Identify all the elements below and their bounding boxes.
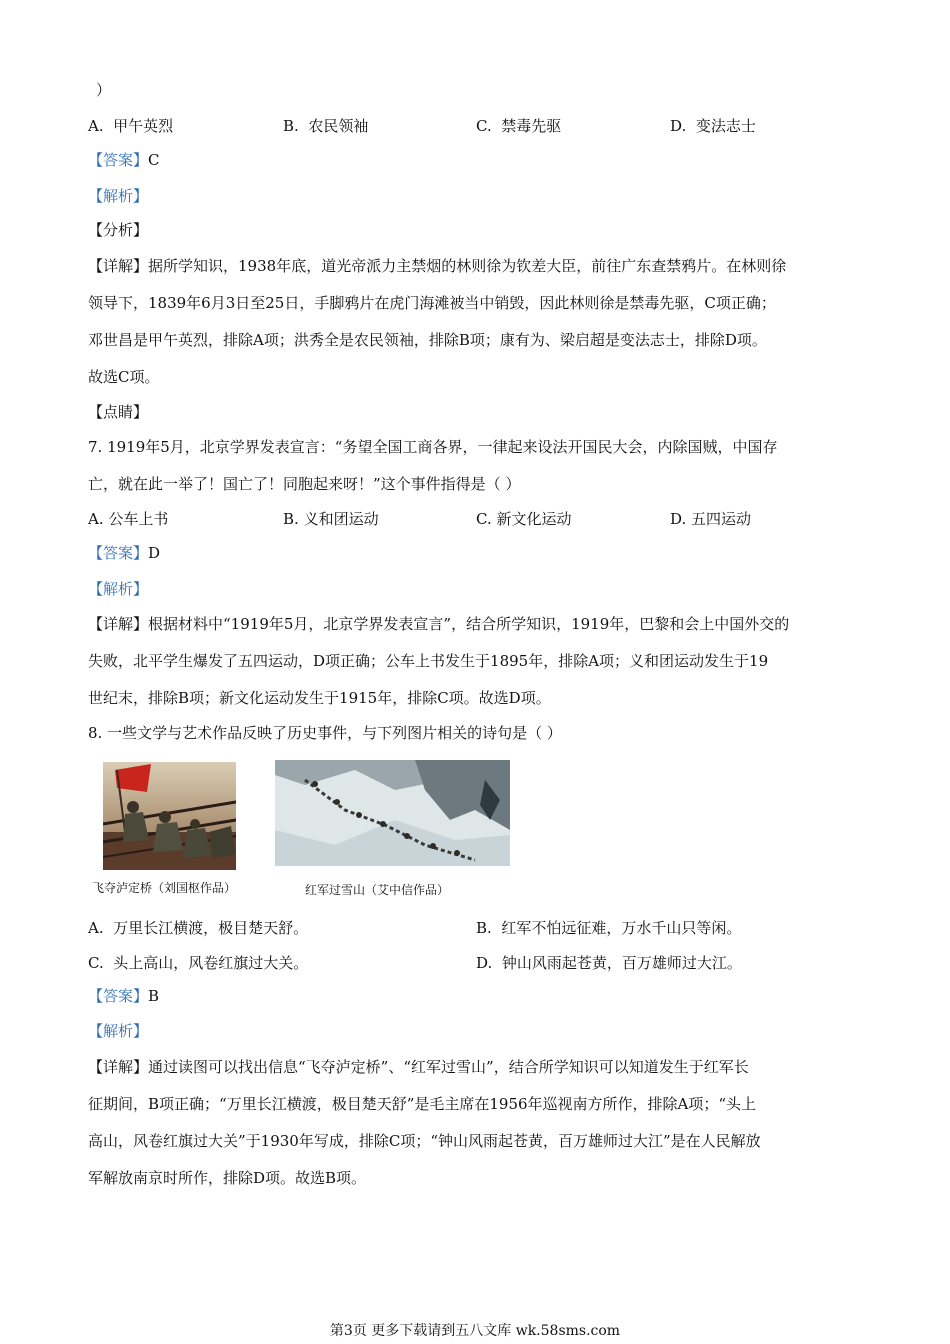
- option-text: 钟山风雨起苍黄，百万雄师过大江。: [501, 954, 742, 972]
- option-letter: B.: [476, 919, 492, 937]
- q6-stem-continuation: ）: [96, 81, 112, 99]
- q6-detail-line-4: 故选C项。: [88, 368, 160, 386]
- option-text: 变法志士: [695, 117, 756, 135]
- q8-detail-line-1: [88, 1057, 749, 1077]
- q7-analysis-tag: 【解析】: [88, 580, 149, 598]
- answer-tag: 【答案】: [88, 544, 149, 562]
- answer-value: D: [148, 544, 161, 562]
- q7-stem-line-1: 7. 1919年5月，北京学界发表宣言：“务望全国工商各界，一律起来设法开国民大会，内除国贼，中国存: [88, 438, 778, 456]
- page-footer: 第3页 更多下载请到五八文库 wk.58sms.com: [329, 1323, 621, 1339]
- option-text: 农民领袖: [308, 117, 369, 135]
- option-letter: D.: [670, 117, 687, 135]
- q8-detail-line-4: 军解放南京时所作，排除D项。故选B项。: [88, 1169, 367, 1187]
- q8-option-b: [476, 918, 741, 938]
- detail-text: 通过读图可以找出信息“飞夺泸定桥”、“红军过雪山”，结合所学知识可以知道发生于红军长: [148, 1058, 749, 1076]
- option-text: 万里长江横渡，极目楚天舒。: [113, 919, 309, 937]
- answer-tag: 【答案】: [88, 151, 149, 169]
- answer-value: C: [148, 151, 160, 169]
- q8-option-c: [88, 953, 308, 973]
- option-text: 新文化运动: [496, 510, 572, 528]
- figure-caption-snow-mountain: 红军过雪山（艾中信作品）: [305, 883, 450, 897]
- q8-stem: 8. 一些文学与艺术作品反映了历史事件，与下列图片相关的诗句是（ ）: [88, 724, 562, 742]
- option-text: 公车上书: [108, 510, 169, 528]
- q6-detail-line-3: 邓世昌是甲午英烈，排除A项；洪秀全是农民领袖，排除B项；康有为、梁启超是变法志士，排除D项。: [88, 331, 767, 349]
- q6-option-c: [476, 116, 561, 136]
- painting-luding-bridge-image: [103, 762, 236, 870]
- q8-detail-line-3: 高山，风卷红旗过大关”于1930年写成，排除C项；“钟山风雨起苍黄，百万雄师过大江”是在人民解放: [88, 1132, 761, 1150]
- q8-option-a: [88, 918, 308, 938]
- q7-answer: [88, 543, 160, 563]
- detail-text: 根据材料中“1919年5月，北京学界发表宣言”，结合所学知识，1919年，巴黎和会上中国外交的: [148, 615, 790, 633]
- q6-comment-tag: 【点睛】: [88, 403, 149, 421]
- q6-answer: [88, 150, 160, 170]
- option-letter: D.: [476, 954, 493, 972]
- option-letter: D.: [670, 510, 687, 528]
- q8-analysis-tag: 【解析】: [88, 1022, 149, 1040]
- option-letter: A.: [88, 117, 104, 135]
- q7-option-d: [670, 509, 751, 529]
- q6-analysis-tag: 【解析】: [88, 187, 149, 205]
- option-text: 红军不怕远征难，万水千山只等闲。: [501, 919, 742, 937]
- detail-tag: 【详解】: [88, 615, 149, 633]
- figure-caption-luding: 飞夺泸定桥（刘国枢作品）: [92, 881, 237, 895]
- q7-option-b: [283, 509, 379, 529]
- q6-option-b: [283, 116, 368, 136]
- q7-option-c: [476, 509, 572, 529]
- q8-answer: [88, 986, 159, 1006]
- q8-detail-line-2: 征期间，B项正确；“万里长江横渡，极目楚天舒”是毛主席在1956年巡视南方所作，排除A项；“头上: [88, 1095, 757, 1113]
- option-letter: B.: [283, 510, 299, 528]
- q6-option-a: [88, 116, 173, 136]
- detail-text: 据所学知识，1938年底，道光帝派力主禁烟的林则徐为钦差大臣，前往广东查禁鸦片。在林则徐: [148, 257, 787, 275]
- answer-tag: 【答案】: [88, 987, 149, 1005]
- q6-option-d: [670, 116, 756, 136]
- option-letter: C.: [476, 117, 492, 135]
- detail-tag: 【详解】: [88, 257, 149, 275]
- option-letter: C.: [476, 510, 492, 528]
- q7-detail-line-2: 失败，北平学生爆发了五四运动，D项正确；公车上书发生于1895年，排除A项；义和团运动发生于19: [88, 652, 769, 670]
- option-letter: C.: [88, 954, 104, 972]
- detail-tag: 【详解】: [88, 1058, 149, 1076]
- option-text: 甲午英烈: [113, 117, 174, 135]
- painting-snow-mountain-image: [275, 760, 510, 866]
- option-text: 禁毒先驱: [501, 117, 562, 135]
- answer-value: B: [148, 987, 160, 1005]
- q7-detail-line-3: 世纪末，排除B项；新文化运动发生于1915年，排除C项。故选D项。: [88, 689, 551, 707]
- option-text: 五四运动: [691, 510, 752, 528]
- figure-luding-bridge: [103, 762, 236, 870]
- option-letter: B.: [283, 117, 299, 135]
- figure-snow-mountain: [275, 760, 510, 866]
- q6-detail-line-2: 领导下，1839年6月3日至25日，手脚鸦片在虎门海滩被当中销毁，因此林则徐是禁毒先驱，C项正确；: [88, 294, 776, 312]
- option-letter: A.: [88, 919, 104, 937]
- q7-stem-line-2: 亡，就在此一举了！国亡了！同胞起来呀！”这个事件指得是（ ）: [88, 475, 521, 493]
- q6-fenxi-tag: 【分析】: [88, 221, 149, 239]
- q7-option-a: [88, 509, 168, 529]
- q6-detail-line-1: [88, 256, 786, 276]
- q8-option-d: [476, 953, 742, 973]
- option-text: 义和团运动: [303, 510, 379, 528]
- option-text: 头上高山，风卷红旗过大关。: [113, 954, 309, 972]
- q7-detail-line-1: [88, 614, 789, 634]
- option-letter: A.: [88, 510, 104, 528]
